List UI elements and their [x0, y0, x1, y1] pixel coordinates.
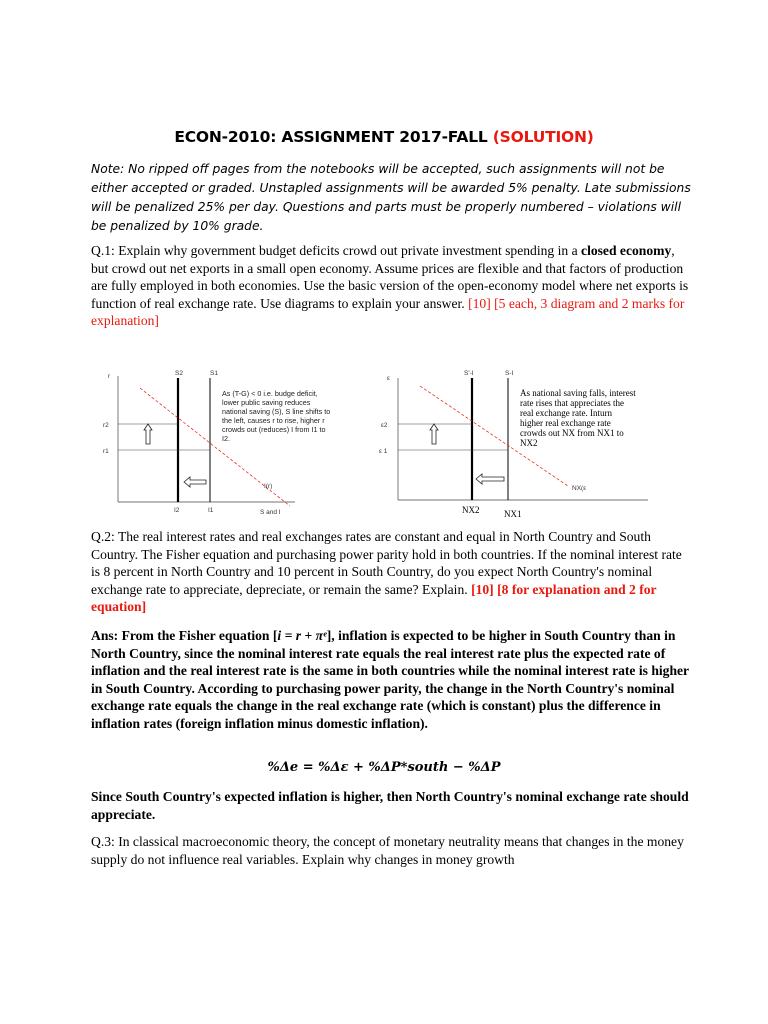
s1-label: S1 [210, 370, 218, 377]
solution-tag: (SOLUTION) [492, 128, 594, 146]
annotation-line: I2. [222, 434, 230, 443]
closed-economy-diagram [100, 366, 331, 518]
y-axis-label: r [108, 373, 111, 380]
left-arrow-icon [184, 477, 206, 487]
q2-marks: [10] [8 for explanation and 2 for equation] [91, 581, 657, 615]
exchange-rate-equation: %Δe = %Δε + %ΔP*south − %ΔP [267, 760, 501, 775]
question-2: Q.2: The real interest rates and real exchanges rates are constant and equal in North Country and South Country. The Fisher equation and purchasing power parity hold in both countries. If the nominal interest rate is 8 percent in North Country and 10 percent in South Country, do you expect North Country's nominal exchange rate to appreciate, depreciate, or remain the same? Explain. [10] [8 for explanation and 2 for equation] [91, 529, 682, 615]
investment-curve-label: I(r) [264, 483, 273, 490]
fisher-equation: i = r + πᵉ [277, 628, 327, 643]
q1-marks: [10] [5 each, 3 diagram and 2 marks for explanation] [91, 295, 685, 329]
open-economy-diagram [378, 366, 660, 520]
annotation-line: crowds out NX from NX1 to [520, 428, 624, 438]
rate-up-arrow-icon [144, 424, 152, 444]
answer-conclusion: Since South Country's expected inflation is higher, then North Country's nominal exchange rate should appreciate. [91, 789, 689, 822]
annotation-line: the left, causes r to rise, higher r [222, 416, 325, 425]
annotation-line: crowds out (reduces) I from I1 to [222, 425, 326, 434]
annotation-line: As national saving falls, interest [520, 388, 636, 398]
rate-up-arrow-icon [430, 424, 438, 444]
nx2-label: NX2 [462, 505, 480, 515]
r1-label: r1 [103, 448, 109, 455]
nx1-label: NX1 [504, 509, 522, 519]
annotation-line: real exchange rate. Inturn [520, 408, 612, 418]
annotation-line: As (T-G) < 0 i.e. budge deficit, [222, 389, 318, 398]
s-minus-i-label: S-I [505, 370, 514, 377]
y-axis-label: ε [387, 375, 390, 382]
nx-curve-label: NX(ε [572, 485, 587, 492]
annotation-line: NX2 [520, 438, 538, 448]
left-arrow-icon [476, 474, 504, 484]
page-title: ECON-2010: ASSIGNMENT 2017-FALL (SOLUTION) [174, 128, 594, 146]
question-1: Q.1: Explain why government budget deficits crowd out private investment spending in a closed economy, but crowd out net exports in a small open economy. Assume prices are flexible and that factors of production are fully employed in both economies. Use the basic version of the open-economy model where net exports is function of real exchange rate. Use diagrams to explain your answer. [10] [5 each, 3 diagram and 2 marks for explanation] [91, 243, 689, 329]
e2-label: ε2 [381, 422, 388, 429]
annotation-line: higher real exchange rate [520, 418, 611, 428]
i2-label: I2 [174, 507, 180, 514]
annotation-line: rate rises that appreciates the [520, 398, 624, 408]
assignment-note: Note: No ripped off pages from the notebooks will be accepted, such assignments will not be either accepted or graded. Unstapled assignments will be awarded 5% penalty. Late submissions will be penalized 25% per day. Questions and parts must be properly numbered – violations will be penalized by 10% grade. [91, 162, 691, 233]
s2-label: S2 [175, 370, 183, 377]
e1-label: ε 1 [379, 448, 388, 455]
x-axis-label: S and I [260, 509, 281, 516]
s-prime-minus-i-label: S'-I [464, 370, 474, 377]
question-3: Q.3: In classical macroeconomic theory, the concept of monetary neutrality means that changes in the money supply do not influence real variables. Explain why changes in money growth [91, 834, 684, 867]
r2-label: r2 [103, 422, 109, 429]
annotation-line: lower public saving reduces [222, 398, 311, 407]
annotation-line: national saving (S), S line shifts to [222, 407, 331, 416]
i1-label: I1 [208, 507, 214, 514]
answer-2: Ans: From the Fisher equation [i = r + πᵉ], inflation is expected to be higher in South Country than in North Country, since the nominal interest rate equals the real interest rate plus the expected rate of inflation and the real interest rate is the same in both countries while the nominal interest rate is higher in South Country. According to purchasing power parity, the change in the North Country's nominal exchange rate equals the change in the real exchange rate (which is constant) plus the difference in inflation rates (foreign inflation minus domestic inflation). [91, 628, 689, 731]
